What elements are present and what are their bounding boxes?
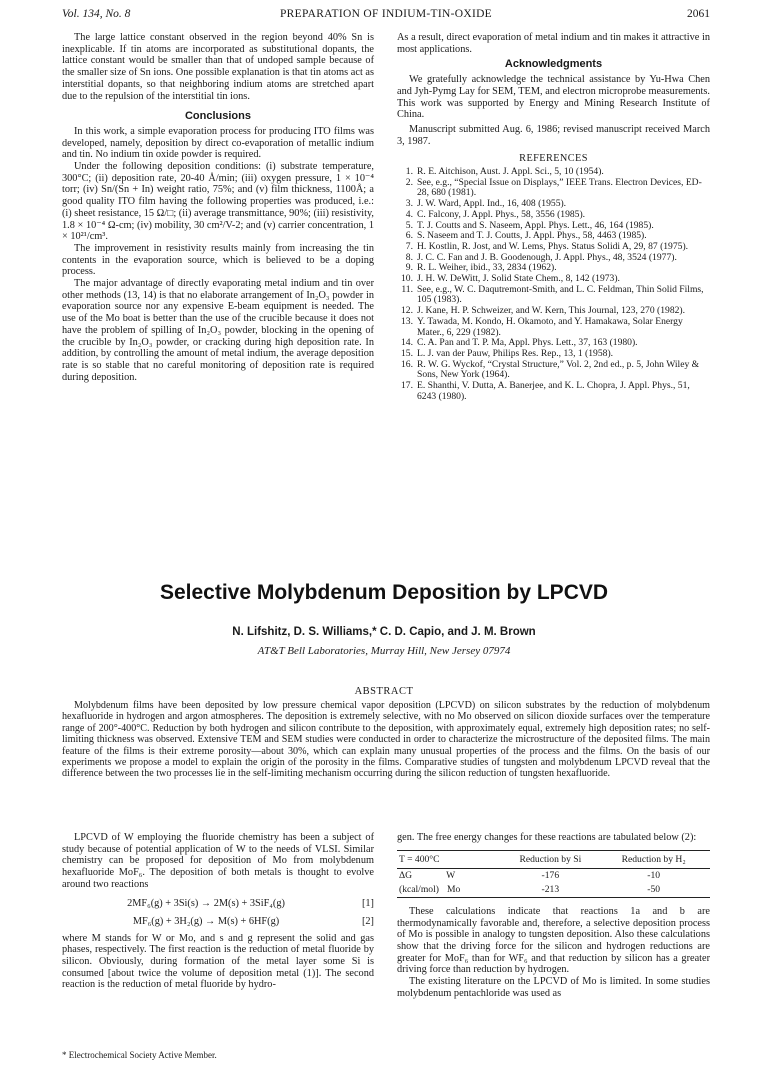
equation-2 <box>62 913 374 931</box>
reference-text: R. W. G. Wyckof, “Crystal Structure,” Vol. 2, 2nd ed., p. 5, John Wiley & Sons, New York (1964). <box>417 358 700 381</box>
reference-text: S. Naseem and T. J. Coutts, J. Appl. Phys., 58, 4463 (1985). <box>417 230 647 242</box>
right-column-top <box>397 32 710 403</box>
paragraph: The existing literature on the LPCVD of Mo is limited. In some studies molybdenum pentachloride was used as <box>397 976 710 999</box>
table-cell <box>397 869 503 883</box>
reference-text: R. L. Weiher, ibid., 33, 2834 (1962). <box>417 262 557 274</box>
equation-number: [1] <box>361 897 374 909</box>
table-cell <box>397 883 503 897</box>
reference-text: H. Kostlin, R. Jost, and W. Lems, Phys. Status Solidi A, 29, 87 (1975). <box>417 240 689 252</box>
reference-number: 12. <box>401 305 413 317</box>
footnote: * Electrochemical Society Active Member. <box>62 1050 217 1060</box>
reference-text: E. Shanthi, V. Dutta, A. Banerjee, and K. L. Chopra, J. Appl. Phys., 51, 6243 (1980). <box>417 380 690 402</box>
abstract-text: Molybdenum films have been deposited by low pressure chemical vapor deposition (LPCVD) on silicon substrates by the reduction of molybdenum hexafluoride in hydrogen and argon atmospheres. The deposition is extremely selective, with no Mo observed on silicon dioxide surfaces over the temperature range of 200°-400°C. Reduction by both hydrogen and silicon contribute to the deposition, with approximately equal, extremely high deposition rates; no self-limiting thickness was observed. Extensive TEM and SEM studies were conducted in order to characterize the microstructure of the deposited films. The main feature of the films is their extreme porosity—about 30%, which can explain many unusual properties of the process and the films. On the basis of our experiments we propose a model to explain the origin of the porosity in the films. Comparative studies of tungsten and molybdenum LPCVD reveal that the difference between the two processes lie in the self-limiting mechanism occurring during the silicon reduction of tungsten hexafluoride. <box>62 700 710 780</box>
table-row <box>397 883 710 897</box>
reference-number: 2. <box>405 176 413 188</box>
manuscript-dates: Manuscript submitted Aug. 6, 1986; revised manuscript received March 3, 1987. <box>397 123 710 147</box>
free-energy-table <box>397 850 710 898</box>
paragraph: These calculations indicate that reactions 1a and b are thermodynamically favorable and, therefore, a selective deposition process of Mo is possible in analogy to tungsten deposition. Also these calculations show that the driving force for the silicon and hydrogen reductions are greater for MoF₆ than for WF₆ and that reduction by silicon has a greater driving force than reduction by hydrogen. <box>397 905 710 976</box>
reference-number: 6. <box>405 230 413 242</box>
reference-number: 1. <box>405 166 413 178</box>
reference-number: 3. <box>405 198 413 210</box>
references-heading: REFERENCES <box>519 153 588 165</box>
equation-text: MF₆(g) + 3H₂(g) → M(s) + 6HF(g) <box>132 915 280 927</box>
table-header-cell: Reduction by Si <box>503 850 597 869</box>
paragraph: gen. The free energy changes for these reactions are tabulated below (2): <box>397 832 697 843</box>
reference-number: 5. <box>405 219 413 231</box>
article-title: Selective Molybdenum Deposition by LPCVD <box>159 581 609 604</box>
left-column-bottom <box>62 832 374 991</box>
reference-text: T. J. Coutts and S. Naseem, Appl. Phys. Lett., 46, 164 (1985). <box>417 219 654 231</box>
equation-number: [2] <box>361 915 374 927</box>
paragraph: Under the following deposition conditions: (i) substrate temperature, 300°C; (ii) deposition rate, 20-40 Å/min; (iii) oxygen pressure, 1 × 10⁻⁴ torr; (iv) Sn/(Sn + In) weight ratio, 75%; and (v) film thickness, 1100Å; a good quality ITO film having the following properties was produced, i.e.: (i) sheet resistance, 15 Ω/□; (ii) average transmittance, 90%; (iii) resistivity, 1.8 × 10⁻⁴ Ω-cm; (iv) mobility, 30 cm²/V-2; and (v) carrier concentration, 1 × 10²¹/cm³. <box>62 161 374 243</box>
table-header-cell: Reduction by H₂ <box>597 850 710 869</box>
article-authors: N. Lifshitz, D. S. Williams,* C. D. Capio, and J. M. Brown <box>232 626 536 638</box>
table-row <box>397 869 710 883</box>
reference-item <box>397 178 710 199</box>
equation-text: 2MF₆(g) + 3Si(s) → 2M(s) + 3SiF₄(g) <box>127 897 285 909</box>
running-head <box>62 6 710 22</box>
table-header-cell: T = 400°C <box>397 850 503 869</box>
reference-text: Y. Tawada, M. Kondo, H. Okamoto, and Y. Hamakawa, Solar Energy Mater., 6, 229 (1982). <box>417 315 683 338</box>
metal-label: W <box>446 870 456 882</box>
paragraph: The large lattice constant observed in the region beyond 40% Sn is inexplicable. If tin atoms are incorporated as substitutional dopants, the lattice constant would be smaller than that of undoped sample because of the smaller size of Sn ions. One possible explanation is that tin atoms act as interstitial dopants, so that neighboring indium atoms are stretched apart due to the repulsion of the interstitial tin ions. <box>62 32 374 102</box>
unit-label: (kcal/mol) <box>399 884 439 896</box>
reference-item <box>397 317 710 338</box>
acknowledgments-heading: Acknowledgments <box>504 58 603 71</box>
equation-1 <box>62 895 374 913</box>
reference-number: 11. <box>401 283 413 295</box>
reference-text: See, e.g., “Special Issue on Displays,” IEEE Trans. Electron Devices, ED-28, 680 (1981). <box>417 176 702 199</box>
paragraph: where M stands for W or Mo, and s and g represent the solid and gas phases, respectively. The first reaction is the reduction of metal fluoride by silicon. Obviously, during formation of the metal layer some Si is consumed [about twice the volume of deposition metal (1)]. The second reaction is the reduction of metal fluoride by hydro- <box>62 932 374 991</box>
reference-item <box>397 381 710 402</box>
table-cell: -213 <box>503 883 597 897</box>
reference-text: L. J. van der Pauw, Philips Res. Rep., 13, 1 (1958). <box>417 347 614 359</box>
reference-item <box>397 285 710 306</box>
paragraph: LPCVD of W employing the fluoride chemistry has been a subject of study because of potential application of W to the needs of VLSI. Similar chemistry can be proposed for deposition of Mo from molybdenum hexafluoride MoF₆. The deposition of both metals is thought to evolve around two reactions <box>62 832 374 890</box>
reference-text: See, e.g., W. C. Daqutremont-Smith, and L. C. Feldman, Thin Solid Films, 105 (1983). <box>417 283 704 306</box>
reference-text: J. H. W. DeWitt, J. Solid State Chem., 8, 142 (1973). <box>417 273 620 285</box>
conclusions-heading: Conclusions <box>184 110 251 123</box>
running-title: PREPARATION OF INDIUM-TIN-OXIDE <box>279 8 493 20</box>
metal-label: Mo <box>446 884 461 896</box>
paragraph: We gratefully acknowledge the technical assistance by Yu-Hwa Chen and Jyh-Pymg Lay for SEM, TEM, and electron microprobe measurements. This work was supported by Energy and Mining Research Institute of China. <box>397 74 710 121</box>
article-affiliation: AT&T Bell Laboratories, Murray Hill, New Jersey 07974 <box>257 645 511 657</box>
reference-item <box>397 360 710 381</box>
table-cell: -176 <box>541 870 560 882</box>
paragraph: The major advantage of directly evaporating metal indium and tin over other methods (13, 14) is that no elaborate arrangement of In₂O₃ powder in evaporation source nor any expensive E-beam equipment is needed. The use of the Mo boat is better than the use of the crucible because it does not have the problem of spilling of In₂O₃ powder, blocking in the opening of the crucible by In₂O₃ powder, or cracking during high deposition rate. In addition, by controlling the amount of metal indium, the average deposition rate is so stable that no careful monitoring of deposition rate is required during deposition. <box>62 278 374 383</box>
page-number: 2061 <box>687 8 710 20</box>
volume-info: Vol. 134, No. 8 <box>62 8 131 20</box>
paragraph: In this work, a simple evaporation process for producing ITO films was developed, namely, deposition by direct co-evaporation of metallic indium and tin. No indium tin oxide powder is required. <box>62 125 374 161</box>
reference-text: J. C. C. Fan and J. B. Goodenough, J. Appl. Phys., 48, 3524 (1977). <box>417 251 677 263</box>
reference-number: 14. <box>401 337 413 349</box>
reference-number: 10. <box>401 273 413 285</box>
left-column-top <box>62 32 374 383</box>
abstract-heading: ABSTRACT <box>354 686 414 697</box>
paragraph: The improvement in resistivity results mainly from increasing the tin contents in the evaporation source, which is believed to be a doping process. <box>62 242 374 278</box>
reference-number: 15. <box>401 347 413 359</box>
quantity-label: ΔG <box>399 870 413 882</box>
table-header-row <box>397 850 710 869</box>
reference-number: 16. <box>401 358 413 370</box>
reference-text: J. Kane, H. P. Schweizer, and W. Kern, This Journal, 123, 270 (1982). <box>417 305 686 317</box>
paragraph: As a result, direct evaporation of metal indium and tin makes it attractive in most applications. <box>397 32 710 55</box>
right-column-bottom <box>397 832 710 999</box>
reference-text: C. Falcony, J. Appl. Phys., 58, 3556 (1985). <box>417 208 586 220</box>
table-cell: -10 <box>647 870 661 882</box>
reference-number: 8. <box>405 251 413 263</box>
references-list <box>397 167 710 402</box>
reference-number: 4. <box>405 208 413 220</box>
reference-number: 7. <box>405 240 413 252</box>
reference-number: 17. <box>401 380 413 392</box>
reference-text: R. E. Aitchison, Aust. J. Appl. Sci., 5, 10 (1954). <box>417 166 604 178</box>
reference-text: C. A. Pan and T. P. Ma, Appl. Phys. Lett., 37, 163 (1980). <box>417 337 638 349</box>
reference-text: J. W. Ward, Appl. Ind., 16, 408 (1955). <box>417 198 567 210</box>
reference-number: 9. <box>405 262 413 274</box>
reference-number: 13. <box>401 315 413 327</box>
table-cell: -50 <box>597 883 710 897</box>
